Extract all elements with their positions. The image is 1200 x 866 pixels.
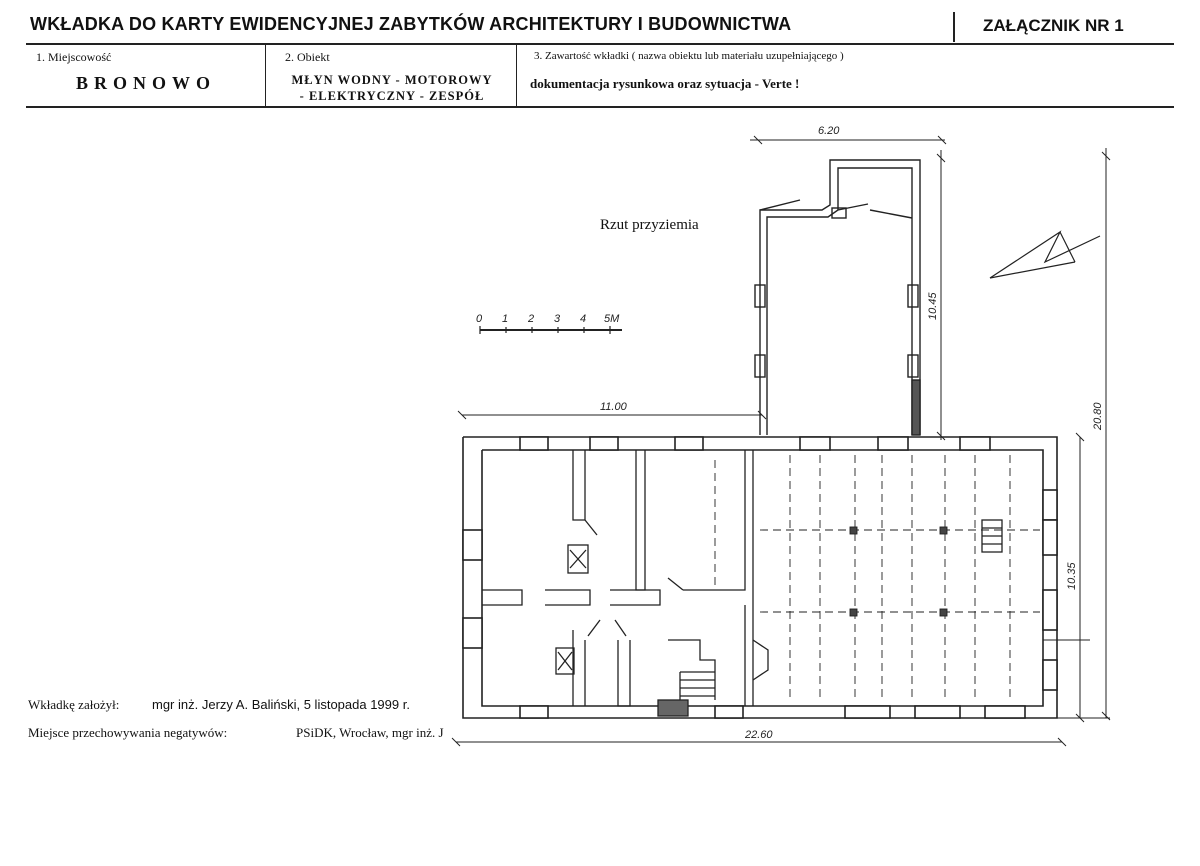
object-value-line1: MŁYN WODNY - MOTOROWY — [291, 73, 493, 87]
author-label: Wkładkę założył: — [28, 697, 120, 712]
dim-west-width: 11.00 — [600, 401, 627, 413]
author-value: mgr inż. Jerzy A. Baliński, 5 listopada 1999 r. — [152, 697, 410, 712]
interior-walls — [482, 450, 1002, 716]
scale-label-2: 2 — [528, 313, 535, 325]
scale-label-1: 1 — [502, 313, 509, 325]
scale-label-5: 5M — [604, 313, 620, 325]
dim-total-length: 20.80 — [1092, 402, 1104, 430]
scale-label-3: 3 — [554, 313, 561, 325]
annex-label: ZAŁĄCZNIK NR 1 — [983, 16, 1124, 35]
content-value: dokumentacja rysunkowa oraz sytuacja - Verte ! — [530, 76, 800, 91]
storage-value: PSiDK, Wrocław, mgr inż. J — [296, 725, 444, 740]
scale-label-0: 0 — [476, 313, 483, 325]
dimension-lines — [452, 136, 1110, 746]
dim-annex-length: 10.45 — [927, 292, 939, 320]
scale-label-4: 4 — [580, 313, 587, 325]
locality-value: BRONOWO — [76, 73, 217, 93]
locality-label: 1. Miejscowość — [36, 50, 112, 64]
north-arrow-icon — [990, 232, 1100, 278]
dim-east-depth: 10.35 — [1066, 562, 1078, 590]
dim-annex-width: 6.20 — [818, 125, 840, 137]
scale-bar — [480, 326, 622, 334]
object-value-line2: - ELEKTRYCZNY - ZESPÓŁ — [299, 89, 485, 103]
scale-bar-labels — [476, 313, 620, 325]
document-title: WKŁADKA DO KARTY EWIDENCYJNEJ ZABYTKÓW ARCHITEKTURY I BUDOWNICTWA — [30, 14, 792, 34]
dim-total-width: 22.60 — [745, 729, 773, 741]
annex-walls — [755, 160, 920, 435]
object-label: 2. Obiekt — [285, 50, 330, 64]
storage-label: Miejsce przechowywania negatywów: — [28, 725, 228, 740]
content-label: 3. Zawartość wkładki ( nazwa obiektu lub materiału uzupełniającego ) — [534, 50, 844, 62]
plan-title: Rzut przyziemia — [600, 217, 699, 233]
hall-grid — [715, 455, 1040, 700]
